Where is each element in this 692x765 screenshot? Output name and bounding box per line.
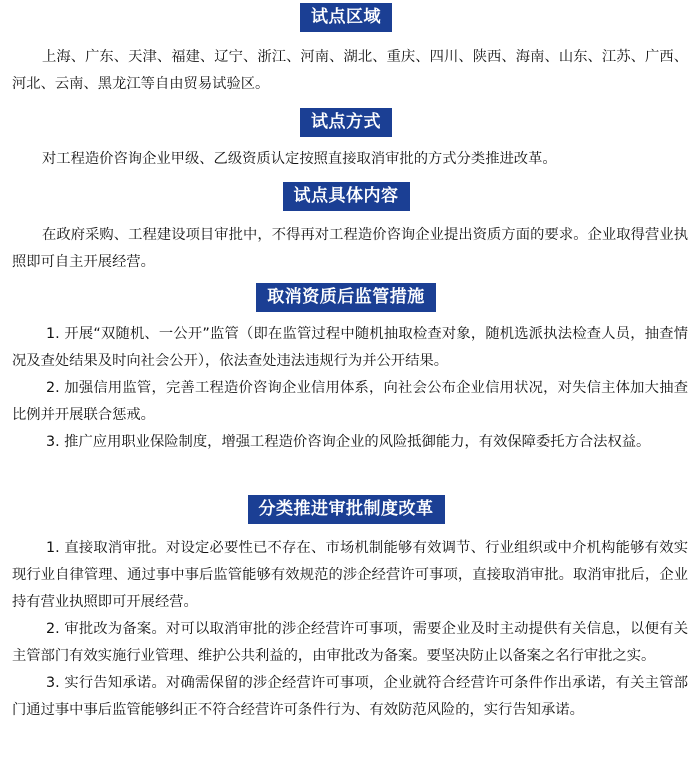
paragraph: 2. 审批改为备案。对可以取消审批的涉企经营许可事项，需要企业及时主动提供有关信息，以便有关主管部门有效实施行业管理、维护公共利益的，由审批改为备案。要坚决防止以备案之名行审批之实。	[12, 621, 688, 664]
section-body-reform	[12, 535, 688, 724]
section-heading-pilot-method: 试点方式	[300, 108, 392, 137]
paragraph: 3. 推广应用职业保险制度，增强工程造价咨询企业的风险抵御能力，有效保障委托方合法权益。	[46, 434, 651, 450]
paragraph: 1. 直接取消审批。对设定必要性已不存在、市场机制能够有效调节、行业组织或中介机构能够有效实现行业自律管理、通过事中事后监管能够有效规范的涉企经营许可事项，直接取消审批。取消审批后，企业持有营业执照即可开展经营。	[12, 540, 688, 610]
section-body-pilot-area	[12, 44, 688, 98]
paragraph: 2. 加强信用监管，完善工程造价咨询企业信用体系，向社会公布企业信用状况，对失信主体加大抽查比例并开展联合惩戒。	[12, 380, 688, 423]
paragraph: 1. 开展“双随机、一公开”监管（即在监管过程中随机抽取检查对象，随机选派执法检查人员，抽查情况及查处结果及时向社会公开），依法查处违法违规行为并公开结果。	[12, 326, 688, 369]
section-heading-pilot-area: 试点区域	[300, 3, 392, 32]
section-heading-pilot-content: 试点具体内容	[283, 182, 410, 211]
section-body-post-supervision	[12, 321, 688, 456]
section-heading-row	[0, 283, 692, 312]
paragraph: 在政府采购、工程建设项目审批中，不得再对工程造价咨询企业提出资质方面的要求。企业取得营业执照即可自主开展经营。	[12, 227, 688, 270]
paragraph: 3. 实行告知承诺。对确需保留的涉企经营许可事项，企业就符合经营许可条件作出承诺，有关主管部门通过事中事后监管能够纠正不符合经营许可条件行为、有效防范风险的，实行告知承诺。	[12, 675, 688, 718]
section-heading-row	[0, 182, 692, 211]
section-heading-post-supervision: 取消资质后监管措施	[256, 283, 436, 312]
section-heading-reform: 分类推进审批制度改革	[248, 495, 445, 524]
paragraph: 对工程造价咨询企业甲级、乙级资质认定按照直接取消审批的方式分类推进改革。	[42, 151, 557, 167]
section-body-pilot-content	[12, 222, 688, 276]
section-body-pilot-method	[12, 146, 688, 173]
paragraph: 上海、广东、天津、福建、辽宁、浙江、河南、湖北、重庆、四川、陕西、海南、山东、江苏、广西、河北、云南、黑龙江等自由贸易试验区。	[12, 49, 688, 92]
section-heading-row	[0, 108, 692, 137]
section-heading-row	[0, 495, 692, 524]
section-heading-row	[0, 3, 692, 32]
